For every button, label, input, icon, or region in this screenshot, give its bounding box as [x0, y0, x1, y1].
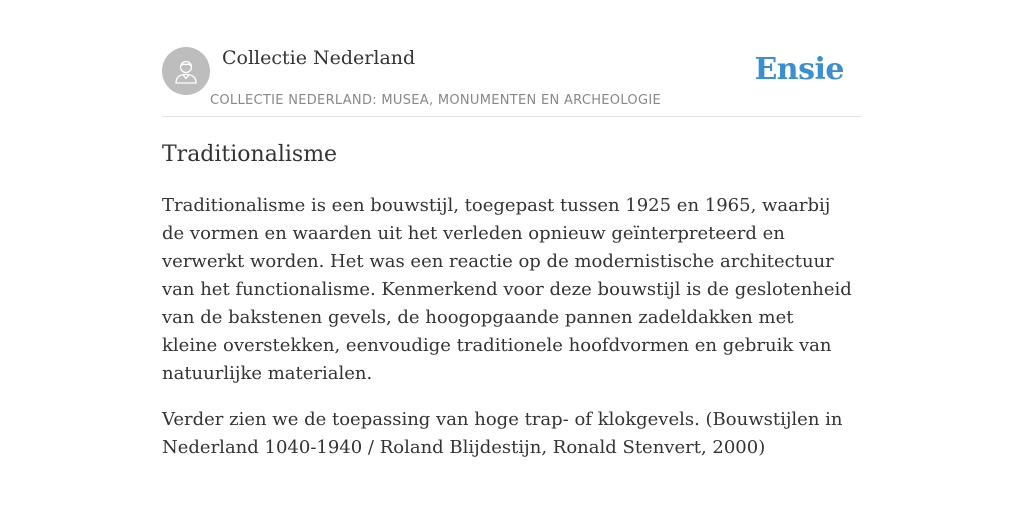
- article-paragraph: Traditionalisme is een bouwstijl, toegepast tussen 1925 en 1965, waarbij de vormen en waarden uit het verleden opnieuw geïnterpreteerd en verwerkt worden. Het was een reactie op de modernistische architectuur van het functionalisme. Kenmerkend voor deze bouwstijl is de geslotenheid van de bakstenen gevels, de hoogopgaande pannen zadeldakken met kleine overstekken, eenvoudige traditionele hoofdvormen en gebruik van natuurlijke materialen.: [162, 195, 852, 384]
- avatar[interactable]: [162, 47, 210, 95]
- page-title: Traditionalisme: [162, 142, 338, 167]
- author-subtitle: COLLECTIE NEDERLAND: MUSEA, MONUMENTEN EN ARCHEOLOGIE: [210, 93, 661, 108]
- article-body: [162, 192, 852, 480]
- author-name[interactable]: Collectie Nederland: [222, 47, 416, 69]
- author-header: [162, 46, 862, 117]
- user-icon: [172, 57, 200, 85]
- article-paragraph: Verder zien we de toepassing van hoge trap- of klokgevels. (Bouwstijlen in Nederland 1040-1940 / Roland Blijdestijn, Ronald Stenvert, 2000): [162, 409, 843, 458]
- ensie-logo[interactable]: Ensie: [754, 52, 844, 87]
